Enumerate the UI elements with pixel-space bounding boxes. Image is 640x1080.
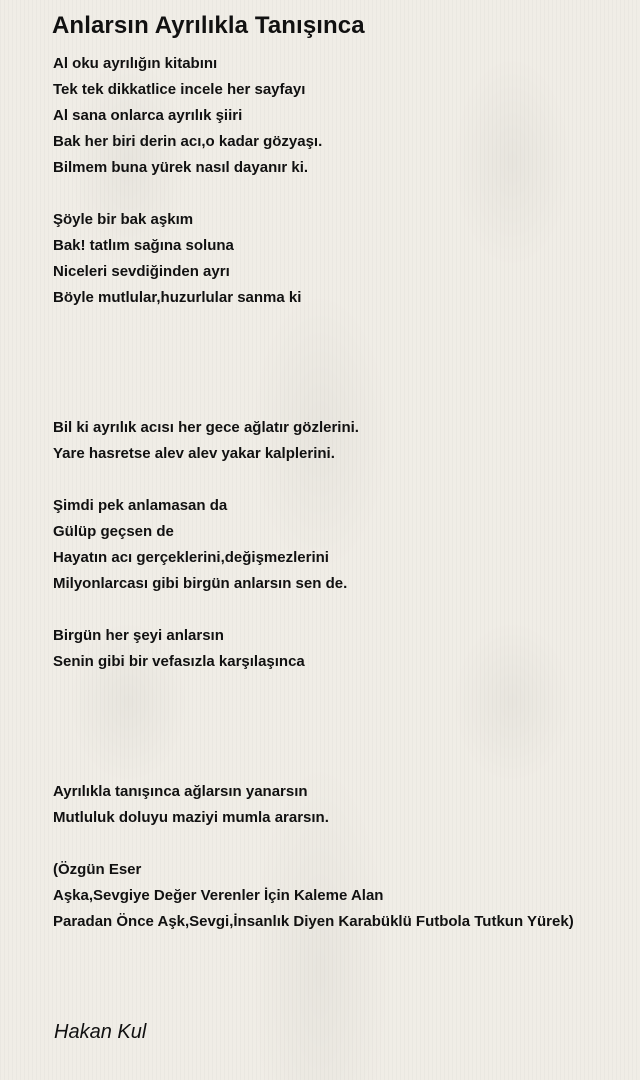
poem-line: Senin gibi bir vefasızla karşılaşınca [53,653,305,670]
poem-line: Bil ki ayrılık acısı her gece ağlatır gözlerini. [53,419,359,436]
poem-line: Bilmem buna yürek nasıl dayanır ki. [53,159,309,176]
stanza-gap [53,314,633,340]
poem-line: Aşka,Sevgiye Değer Verenler İçin Kaleme Alan [53,887,384,904]
poem-line: (Özgün Eser [53,861,142,878]
poem-title: Anlarsın Ayrılıkla Tanışınca [52,12,365,39]
stanza-gap [53,704,633,730]
poem-line: Böyle mutlular,huzurlular sanma ki [53,289,302,306]
stanza-gap [53,392,633,418]
stanza-gap [53,600,633,626]
poem-body [53,54,633,938]
stanza-gap [53,834,633,860]
stanza-gap [53,366,633,392]
poem-line: Gülüp geçsen de [53,523,174,540]
poem-line: Şimdi pek anlamasan da [53,497,228,514]
poem-line: Al sana onlarca ayrılık şiiri [53,107,243,124]
stanza-gap [53,730,633,756]
poem-line: Şöyle bir bak aşkım [53,211,194,228]
stanza-gap [53,340,633,366]
stanza-gap [53,470,633,496]
poem-author: Hakan Kul [54,1021,147,1043]
poem-line: Milyonlarcası gibi birgün anlarsın sen de. [53,575,348,592]
stanza-gap [53,756,633,782]
stanza-gap [53,678,633,704]
poem-line: Yare hasretse alev alev yakar kalplerini. [53,445,335,462]
poem-line: Tek tek dikkatlice incele her sayfayı [53,81,306,98]
poem-line: Al oku ayrılığın kitabını [53,55,218,72]
poem-line: Bak! tatlım sağına soluna [53,237,234,254]
poem-line: Hayatın acı gerçeklerini,değişmezlerini [53,549,329,566]
poem-line: Niceleri sevdiğinden ayrı [53,263,230,280]
poem-line: Ayrılıkla tanışınca ağlarsın yanarsın [53,783,308,800]
poem-line: Mutluluk doluyu maziyi mumla ararsın. [53,809,329,826]
poem-line: Paradan Önce Aşk,Sevgi,İnsanlık Diyen Karabüklü Futbola Tutkun Yürek) [53,913,574,930]
stanza-gap [53,184,633,210]
poem-line: Bak her biri derin acı,o kadar gözyaşı. [53,133,323,150]
poem-line: Birgün her şeyi anlarsın [53,627,224,644]
